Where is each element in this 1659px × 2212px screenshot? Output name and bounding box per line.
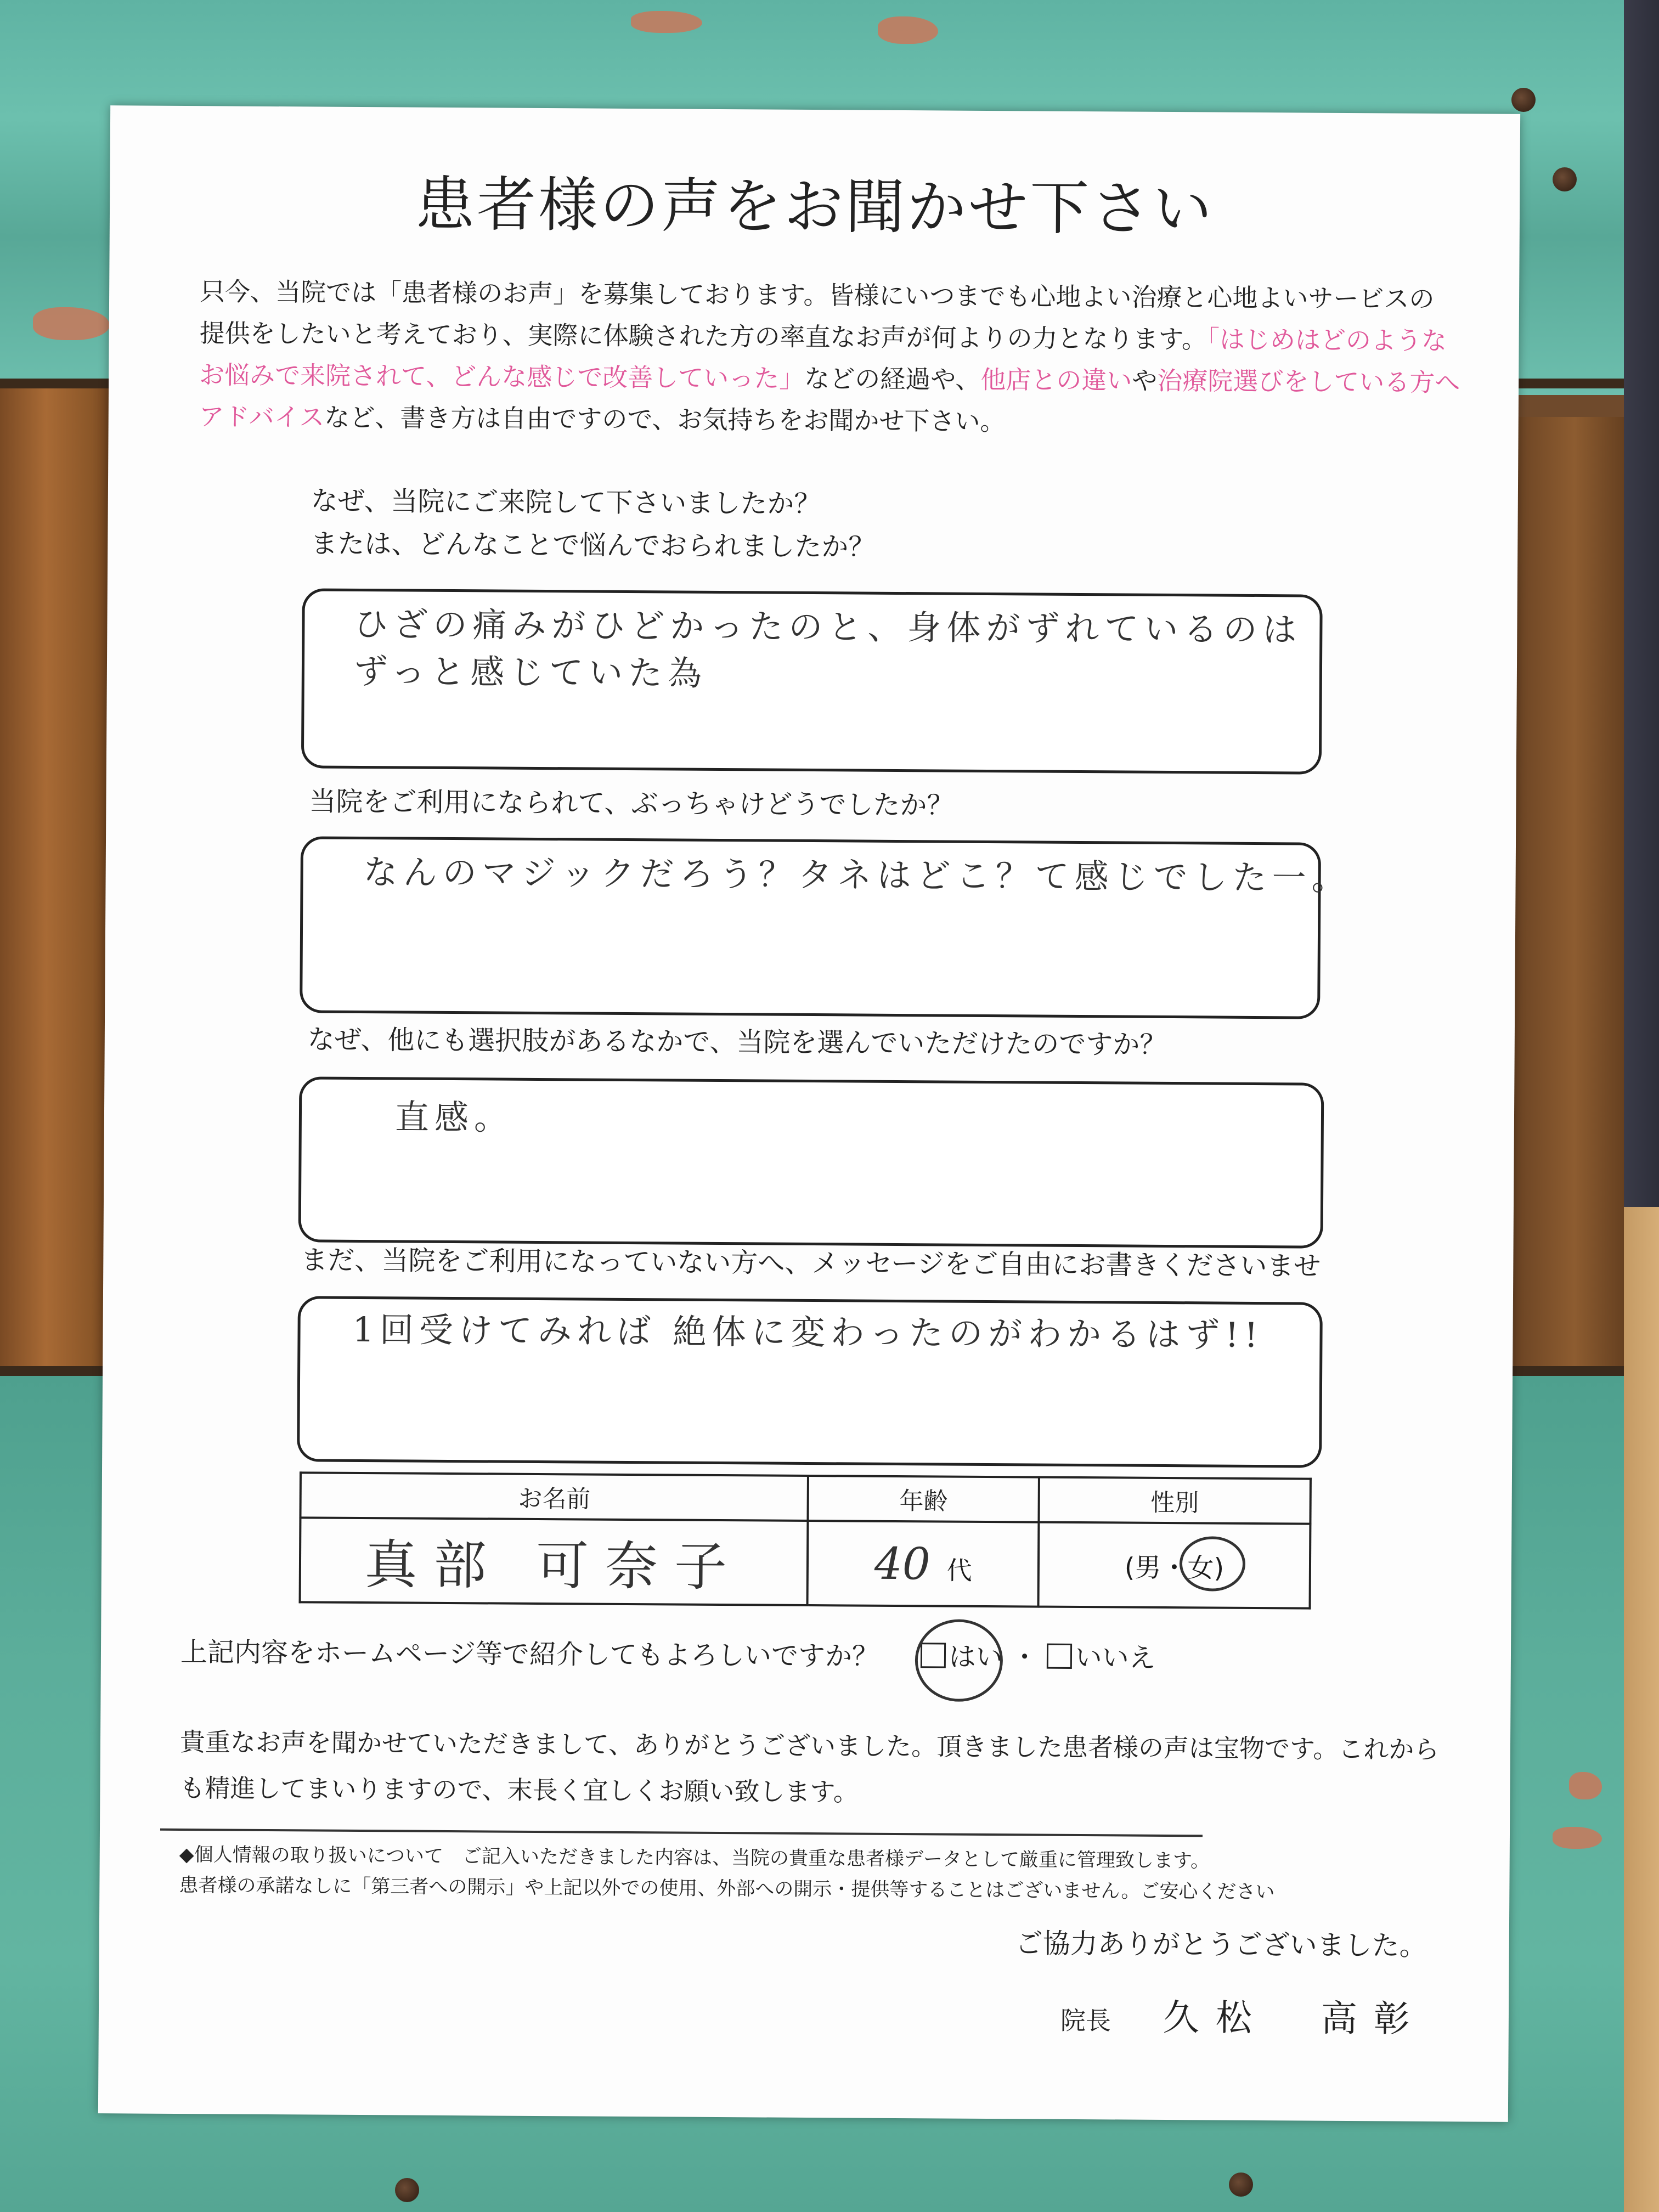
consent-yes-option[interactable] [920, 1641, 1011, 1673]
handwritten-answer-2: なんのマジックだろう？タネはどこ？て感じでした一。 [363, 852, 1351, 899]
question-3 [308, 1018, 1167, 1066]
intro-paragraph [199, 270, 1462, 445]
question-2-line-1: 当院をご利用になられて、ぶっちゃけどうでしたか？ [309, 786, 954, 821]
brown-wood-plank-left [0, 384, 115, 1383]
name-cell[interactable] [300, 1517, 808, 1605]
table-header-row [300, 1472, 1310, 1523]
answer-box-2[interactable] [300, 836, 1351, 1019]
question-1 [311, 479, 876, 568]
privacy-line-2: 患者様の承諾なしに「第三者への開示」や上記以外での使用、外部への開示・提供等することはございません。ご安心ください [179, 1875, 1275, 1904]
consent-no-label: いいえ [1075, 1641, 1156, 1674]
answer-box-3[interactable] [298, 1076, 1324, 1248]
gender-cell[interactable] [1039, 1522, 1311, 1609]
age-cell[interactable] [808, 1521, 1039, 1607]
handwritten-answer-3: 直感。 [394, 1097, 514, 1138]
question-3-line-1: なぜ、他にも選択肢があるなかで、当院を選んでいただけたのですか？ [307, 1024, 1167, 1060]
paint-chip [631, 11, 702, 33]
dark-wall-edge [1624, 0, 1659, 1207]
paint-chip [878, 16, 938, 44]
handwritten-age: 40 [874, 1538, 930, 1589]
intro-text: や [1132, 365, 1158, 396]
name-header: お名前 [300, 1472, 808, 1521]
homepage-consent [180, 1631, 1156, 1675]
consent-yes-label: はい [949, 1641, 1003, 1673]
divider-line [160, 1829, 1203, 1837]
closing-thanks: ご協力ありがとうございました。 [1015, 1927, 1427, 1962]
question-4-line-1: まだ、当院をご利用になっていない方へ、メッセージをご自由にお書きくださいませ [301, 1244, 1321, 1282]
privacy-notice [179, 1839, 1441, 1909]
intro-text: など、書き方は自由ですので、お気持ちをお聞かせ下さい。 [324, 402, 1006, 437]
director-name: 久松 高彰 [1163, 1996, 1427, 2040]
answer-box-4[interactable] [297, 1296, 1323, 1468]
intro-line [199, 354, 1461, 403]
director-signature [1060, 1988, 1427, 2042]
gender-header: 性別 [1039, 1477, 1311, 1524]
thanks-line-1: 貴重なお声を聞かせていただきまして、ありがとうございました。頂きました患者様の声は宝物です。これから [179, 1727, 1440, 1765]
nail-head [1229, 2172, 1253, 2197]
intro-text: などの経過や、 [804, 363, 981, 394]
intro-highlight: 「はじめはどのような [1206, 324, 1447, 356]
age-suffix: 代 [946, 1555, 972, 1585]
intro-highlight: 治療院選びをしている方へ [1157, 365, 1460, 398]
sheet-title: 患者様の声をお聞かせ下さい [415, 170, 1215, 244]
intro-text: 提供をしたいと考えており、実際に体験された方の率直なお声が何よりの力となります。 [199, 318, 1207, 354]
paint-chip [1569, 1772, 1602, 1799]
answer-box-1[interactable] [301, 588, 1323, 774]
consent-separator: ・ [1011, 1641, 1039, 1673]
paint-chip [1553, 1827, 1602, 1849]
respondent-info-table [299, 1471, 1312, 1609]
question-4 [301, 1239, 1321, 1288]
question-1-line-2: または、どんなことで悩んでおられましたか？ [311, 528, 876, 563]
handwritten-answer-1-line-2: ずっと感じていた為 [353, 651, 708, 693]
intro-line [200, 270, 1462, 320]
intro-highlight: 他店との違い [980, 364, 1132, 396]
intro-highlight: アドバイス [199, 402, 325, 432]
circled-female-mark [1180, 1536, 1246, 1592]
question-2 [309, 780, 953, 827]
handwritten-answer-1-line-1: ひざの痛みがひどかったのと、身体がずれているのは [354, 603, 1302, 650]
consent-no-option[interactable] [1047, 1642, 1156, 1674]
nail-head [1511, 88, 1536, 112]
intro-line [199, 396, 1461, 445]
thanks-paragraph [179, 1719, 1442, 1819]
thanks-line-2: も精進してまいりますので、末長く宜しくお願い致します。 [179, 1773, 859, 1807]
handwritten-answer-4: 1回受けてみれば 絶体に変わったのがわかるはず!! [352, 1309, 1264, 1356]
nail-head [395, 2178, 419, 2202]
table-value-row [300, 1517, 1311, 1608]
survey-sheet [98, 105, 1520, 2122]
intro-text: 只今、当院では「患者様のお声」を募集しております。皆様にいつまでも心地よい治療と心地よいサービスの [199, 276, 1435, 314]
brown-wood-plank-right [1514, 417, 1635, 1383]
wood-floor-edge [1624, 1207, 1659, 2212]
handwritten-name: 真部 可奈子 [364, 1533, 744, 1598]
intro-line [199, 312, 1461, 362]
director-role: 院長 [1060, 2005, 1111, 2036]
consent-question: 上記内容をホームページ等で紹介してもよろしいですか？ [180, 1637, 879, 1672]
intro-highlight: お悩みで来院されて、どんな感じで改善していった」 [199, 360, 805, 393]
circled-yes-mark [915, 1619, 1003, 1702]
privacy-line-1: ◆個人情報の取り扱いについて ご記入いただきました内容は、当院の貴重な患者様データとして厳重に管理致します。 [179, 1844, 1210, 1872]
question-1-line-1: なぜ、当院にご来院して下さいましたか？ [311, 485, 821, 520]
nail-head [1553, 167, 1577, 191]
age-header: 年齢 [808, 1476, 1039, 1522]
gender-options: (男・女) [1124, 1552, 1224, 1584]
checkbox-icon[interactable] [1047, 1644, 1072, 1669]
